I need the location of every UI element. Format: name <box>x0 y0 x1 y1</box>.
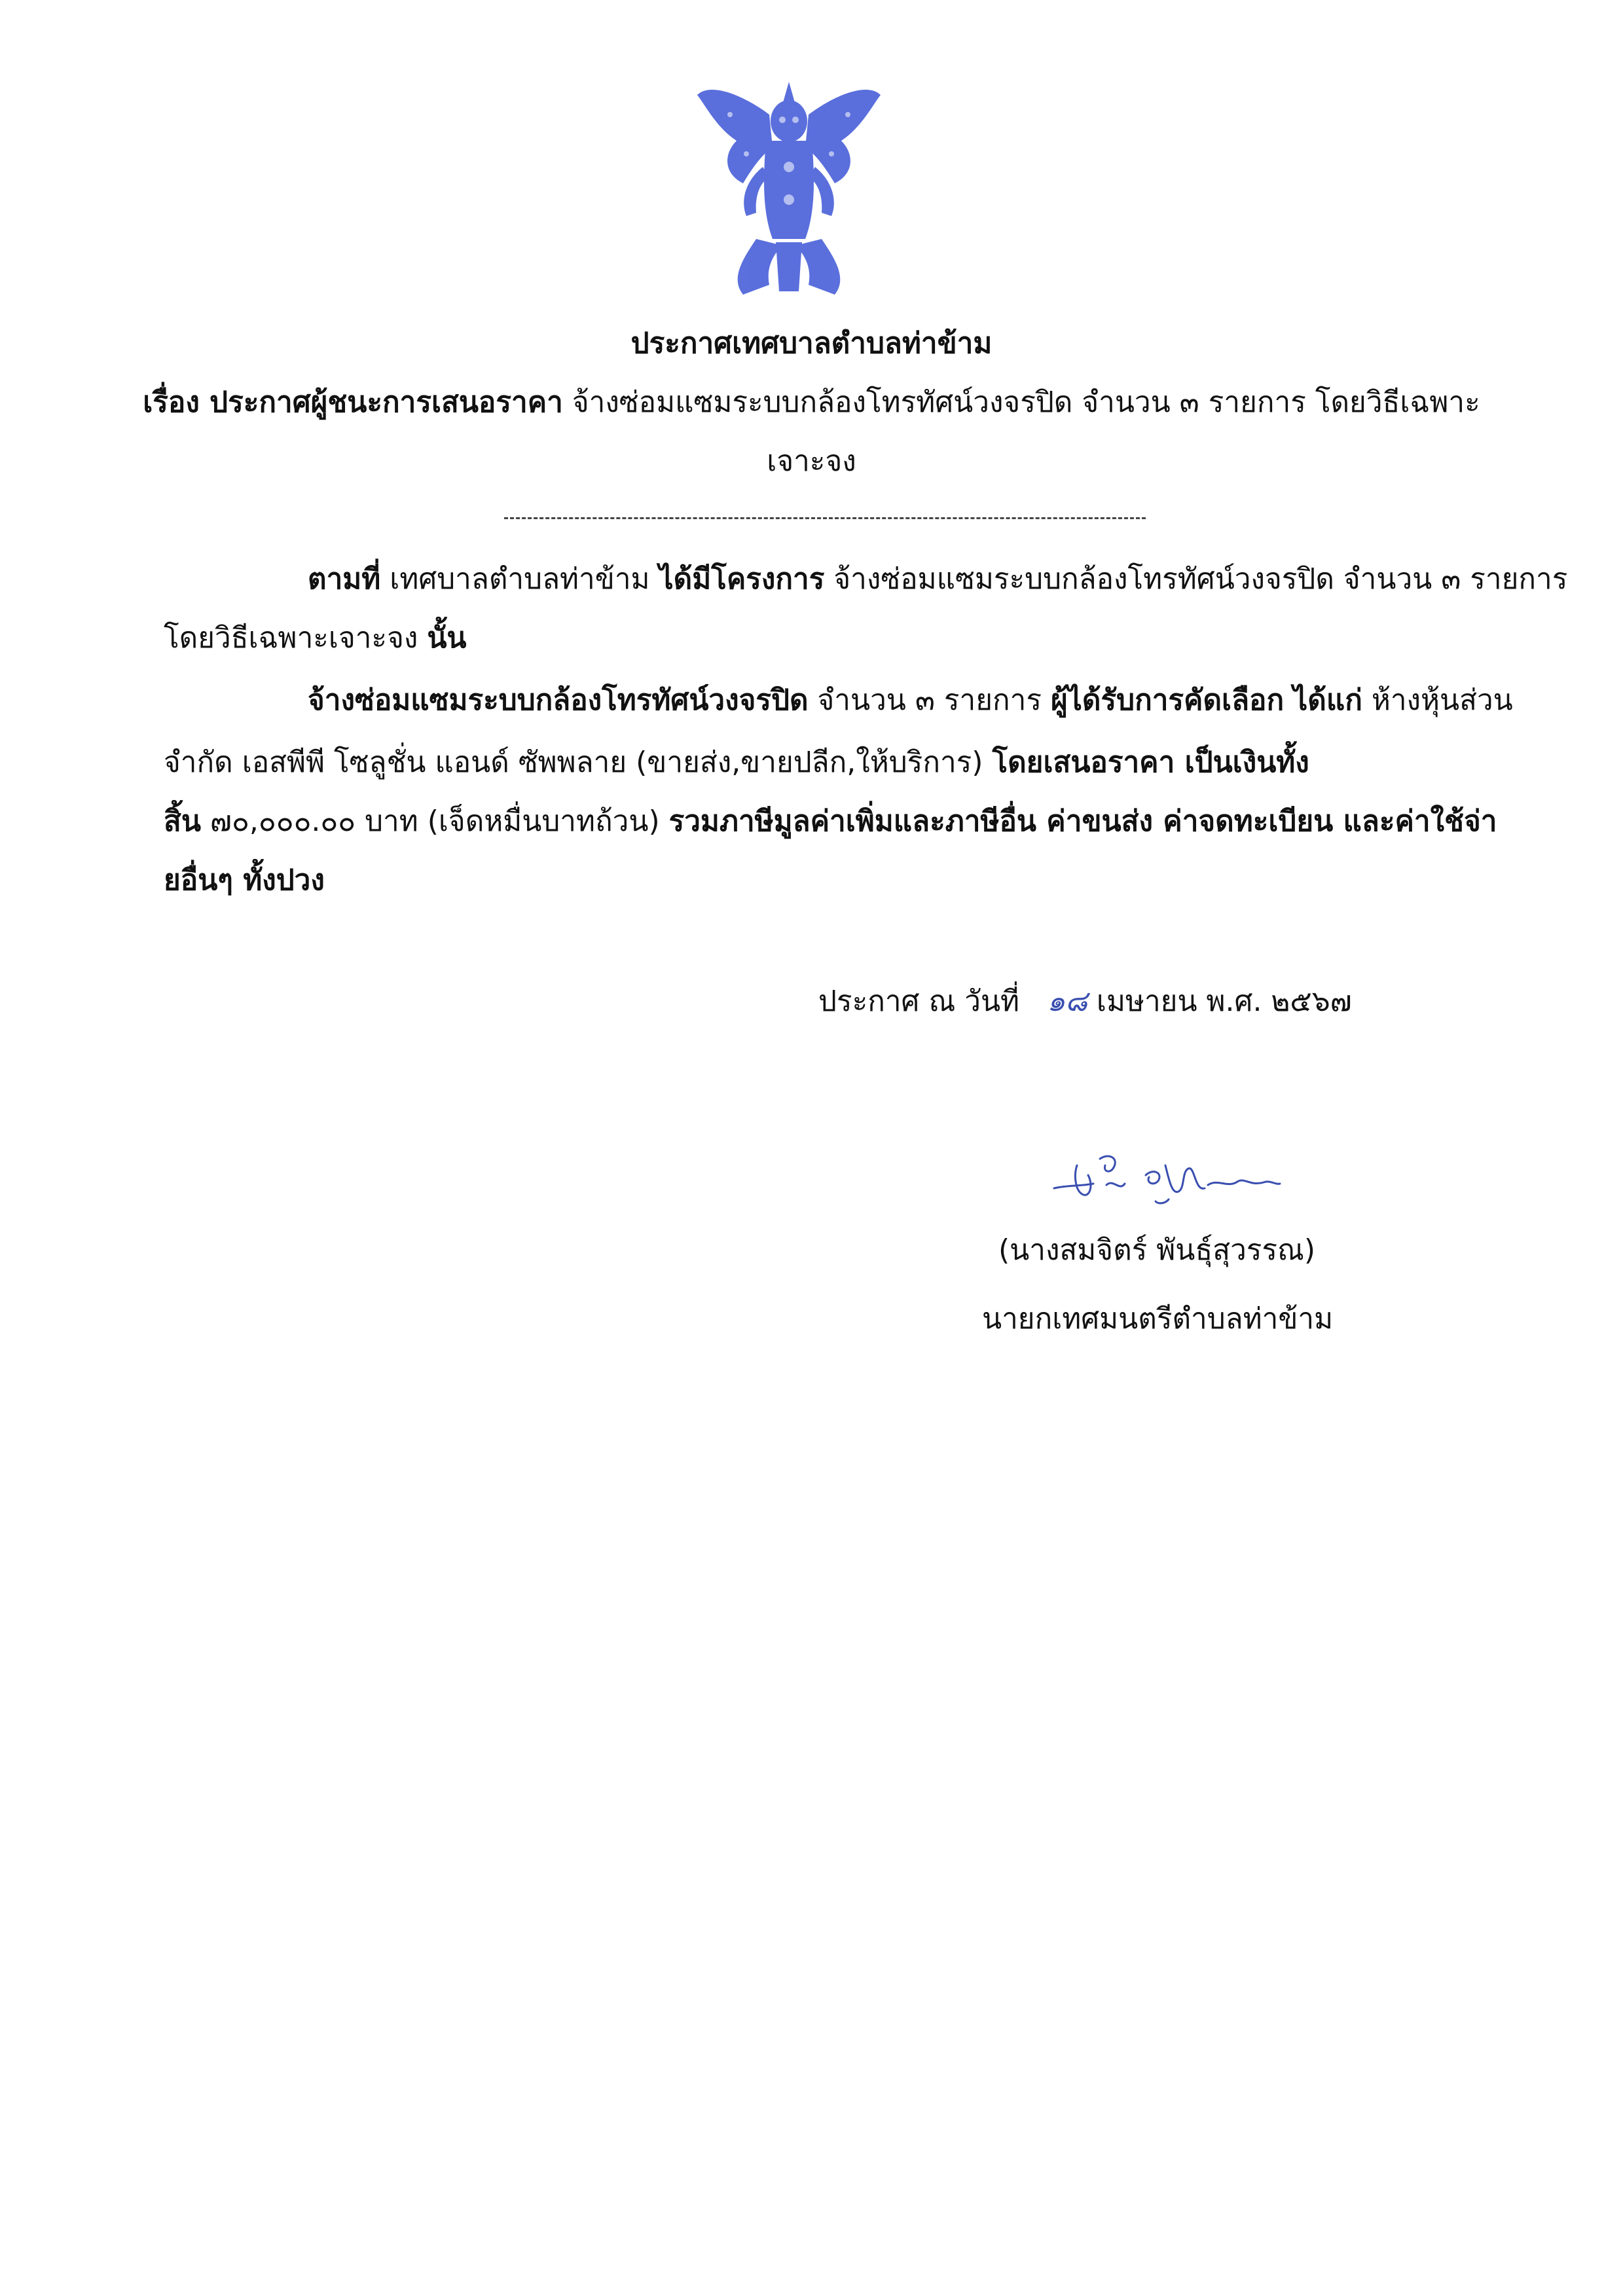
signatory-position: นายกเทศมนตรีตำบลท่าข้าม <box>982 1302 1334 1336</box>
subject-label: เรื่อง ประกาศผู้ชนะการเสนอราคา <box>143 386 563 419</box>
paragraph-2-line-4: ยอื่นๆ ทั้งปวง <box>164 864 325 897</box>
date-prefix: ประกาศ ณ วันที่ <box>818 985 1020 1018</box>
p2-line2-bold: โดยเสนอราคา เป็นเงินทั้ง <box>992 746 1309 779</box>
date-line <box>818 982 1352 1021</box>
signatory-name: (นางสมจิตร์ พันธุ์สุวรรณ) <box>998 1233 1316 1267</box>
p2-line3-bold-1: สิ้น <box>164 805 201 838</box>
p2-text-2 <box>1284 683 1293 717</box>
separator-line <box>504 517 1146 519</box>
handwritten-signature-icon <box>1048 1139 1283 1218</box>
p1-bold-2: ได้มีโครงการ <box>659 562 825 596</box>
garuda-emblem-icon <box>684 69 894 311</box>
p1-bold-1: ตามที่ <box>308 562 381 596</box>
p1-text-1: เทศบาลตำบลท่าข้าม <box>380 562 659 596</box>
p2-text-3: ห้างหุ้นส่วน <box>1362 683 1513 717</box>
p2-bold-2: ผู้ได้รับการคัดเลือก <box>1051 683 1285 717</box>
subject-line <box>0 383 1623 422</box>
p2-bold-1: จ้างซ่อมแซมระบบกล้องโทรทัศน์วงจรปิด <box>308 683 809 717</box>
p2-line3-bold-2: รวมภาษีมูลค่าเพิ่มและภาษีอื่น ค่าขนส่ง ค่าจดทะเบียน และค่าใช้จ่า <box>668 805 1497 838</box>
p2-bold-3: ได้แก่ <box>1293 683 1362 717</box>
subject-continuation: เจาะจง <box>767 445 856 478</box>
paragraph-2-line-1 <box>308 681 1513 720</box>
date-day: ๑๘ <box>1047 985 1087 1018</box>
paragraph-2-line-2 <box>164 743 1309 782</box>
p2-text-1: จำนวน ๓ รายการ <box>808 683 1051 717</box>
p1-text-2: จ้างซ่อมแซมระบบกล้องโทรทัศน์วงจรปิด จำนวน ๓ รายการ <box>824 562 1568 596</box>
p1-line2-text: โดยวิธีเฉพาะเจาะจง <box>164 621 428 655</box>
p2-line2-text: จำกัด เอสพีพี โซลูชั่น แอนด์ ซัพพลาย (ขายส่ง,ขายปลีก,ให้บริการ) <box>164 746 993 779</box>
date-rest: เมษายน พ.ศ. ๒๕๖๗ <box>1087 985 1352 1018</box>
p2-line3-text: ๗๐,๐๐๐.๐๐ บาท (เจ็ดหมื่นบาทถ้วน) <box>200 805 669 838</box>
p1-line2-bold: นั้น <box>427 621 467 655</box>
paragraph-2-line-3 <box>164 802 1497 841</box>
subject-text: จ้างซ่อมแซมระบบกล้องโทรทัศน์วงจรปิด จำนวน ๓ รายการ โดยวิธีเฉพาะ <box>562 386 1480 419</box>
paragraph-1-line-1 <box>308 560 1567 599</box>
paragraph-1-line-2 <box>164 619 466 658</box>
announcement-title: ประกาศเทศบาลตำบลท่าข้าม <box>630 327 993 360</box>
